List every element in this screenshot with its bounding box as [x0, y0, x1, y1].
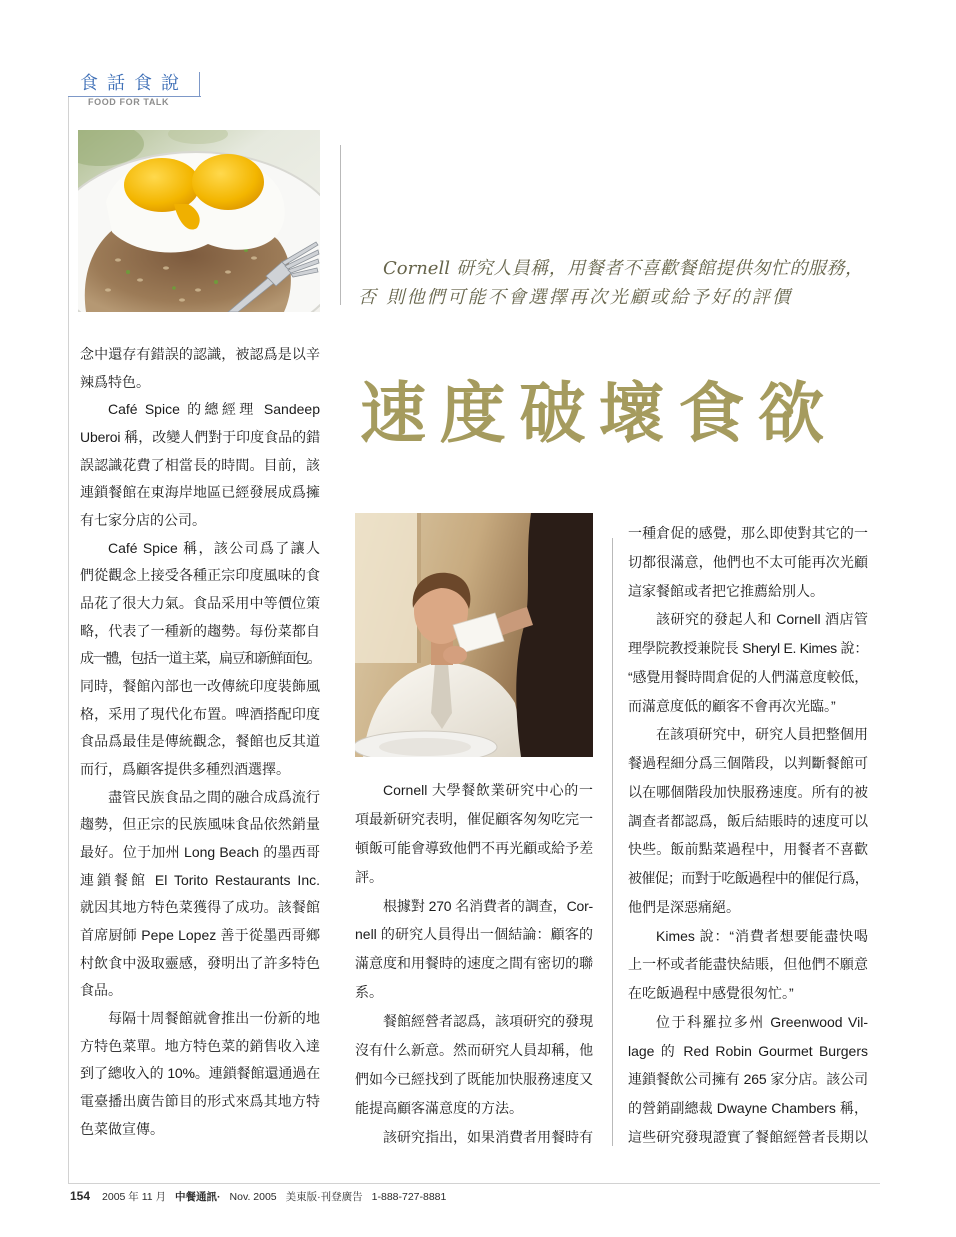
text-line: 念中還存有錯誤的認識，被認爲是以辛: [80, 346, 320, 362]
paragraph: [355, 776, 593, 892]
text-line: 該研究的發起人和 Cornell 酒店管: [656, 611, 868, 628]
column-middle: [355, 776, 593, 1152]
text-line: 理學院教授兼院長 Sheryl E. Kimes 說：: [628, 640, 868, 656]
paragraph: [628, 519, 868, 605]
footer-rule: [68, 1183, 880, 1184]
text-line: 格，采用了現代化布置。啤酒搭配印度: [80, 705, 320, 722]
text-line: 的營銷副總裁 Dwayne Chambers 稱，: [628, 1100, 868, 1116]
text-line: Café Spice 的總經理 Sandeep: [108, 401, 320, 418]
text-line: 能提高顧客滿意度的方法。: [355, 1099, 523, 1116]
column-rule: [612, 538, 613, 1146]
text-line: 略，代表了一種新的趨勢。每份菜都自: [80, 622, 320, 639]
issue-date-en: Nov. 2005: [229, 1191, 277, 1203]
text-line: “感覺用餐時間倉促的人們滿意度較低，: [628, 668, 868, 685]
text-line: 一種倉促的感覺，那么即使對其它的一: [628, 525, 868, 541]
text-line: 誤認識花費了相當長的時間。目前，該: [80, 456, 320, 473]
text-line: 們從觀念上接受各種正宗印度風味的食: [80, 567, 320, 584]
window-light: [355, 513, 417, 663]
pull-quote-line: Cornell 研究人員稱，用餐者不喜歡餐館提供匆忙的服務，: [383, 258, 863, 279]
text-line: 最好。位于加州 Long Beach 的墨西哥: [80, 844, 320, 861]
egg-yolk: [192, 154, 264, 210]
photo-egg-rice: [78, 130, 320, 312]
text-line: 有七家分店的公司。: [80, 512, 206, 529]
text-line: 被催促；而對于吃飯過程中的催促行爲，: [628, 870, 868, 886]
text-line: 色菜做宣傳。: [80, 1120, 164, 1137]
text-line: 系。: [355, 984, 383, 1001]
text-line: 滿意度和用餐時的速度之間有密切的聯: [355, 955, 593, 972]
text-line: 沒有什么新意。然而研究人員却稱，他: [355, 1042, 593, 1059]
text-line: 連鎖餐館在東海岸地區已經發展成爲擁: [80, 484, 320, 501]
ad-phone: 1-888-727-8881: [371, 1191, 447, 1203]
text-line: 品花了很大力氣。食品采用中等價位策: [80, 595, 320, 612]
text-line: 切都很滿意，他們也不太可能再次光顧: [628, 553, 868, 570]
issue-date-zh: 2005 年 11 月: [102, 1191, 167, 1203]
text-line: Uberoi 稱，改變人們對于印度食品的錯: [80, 429, 320, 446]
text-line: 趨勢，但正宗的民族風味食品依然銷量: [80, 816, 320, 833]
photo-diner-waiter: [355, 513, 593, 757]
text-line: 到了總收入的 10%。連鎖餐館還通過在: [80, 1065, 320, 1082]
paragraph: [80, 784, 320, 1005]
page-number: 154: [70, 1189, 91, 1203]
text-line: 成一體，包括一道主菜，扁豆和新鮮面包。: [80, 650, 320, 667]
text-line: 評。: [355, 868, 383, 885]
text-line: 在吃飯過程中感覺很匆忙。”: [628, 985, 794, 1001]
text-line: 以在哪個階段加快服務速度。所有的被: [628, 783, 868, 800]
text-line: 餐館經營者認爲，該項研究的發現: [383, 1013, 593, 1030]
text-line: lage 的 Red Robin Gourmet Burgers: [628, 1042, 868, 1059]
paragraph: [628, 720, 868, 921]
text-line: 電臺播出廣告節目的形式來爲其地方特: [80, 1093, 320, 1110]
text-line: 他們是深惡痛絕。: [628, 898, 740, 915]
text-line: 同時，餐館內部也一改傳統印度裝飾風: [80, 678, 320, 695]
text-line: 餐過程細分爲三個階段，以判斷餐館可: [628, 755, 868, 771]
page-footer: [70, 1188, 446, 1204]
text-line: 上一杯或者能盡快結賬，但他們不願意: [628, 956, 868, 973]
text-line: 頓飯可能會導致他們不再光顧或給予差: [355, 839, 593, 856]
section-title: 食話食說: [80, 73, 188, 94]
column-left: [80, 341, 320, 1143]
text-line: 而滿意度低的顧客不會再次光臨。”: [628, 697, 836, 714]
paragraph: [355, 1123, 593, 1152]
text-line: Kimes 說：“消費者想要能盡快喝: [656, 927, 868, 944]
text-line: 根據對 270 名消費者的調查，Cor-: [383, 897, 593, 914]
text-line: Cornell 大學餐飲業研究中心的一: [383, 782, 593, 798]
text-line: 該研究指出，如果消費者用餐時有: [383, 1128, 593, 1145]
text-line: Café Spice 稱，該公司爲了讓人: [108, 539, 320, 556]
paragraph: [355, 1007, 593, 1123]
paragraph: [628, 605, 868, 720]
magazine-name: 中餐通訊·: [175, 1191, 221, 1203]
text-line: 食品爲最佳是傳統觀念，餐館也反其道: [80, 733, 320, 750]
text-line: 連鎖餐飲公司擁有 265 家分店。該公司: [628, 1071, 868, 1088]
egg-yolk: [124, 158, 200, 212]
text-line: 辣爲特色。: [80, 373, 150, 390]
text-line: 在該項研究中，研究人員把整個用: [656, 726, 868, 743]
header-rule-horizontal: [68, 96, 201, 97]
page-margin-rule: [68, 97, 69, 1183]
paragraph: [80, 1005, 320, 1143]
text-line: 調查者都認爲，飯后結賬時的速度可以: [628, 812, 868, 829]
table-plate-inner: [379, 738, 471, 756]
text-line: 位于科羅拉多州 Greenwood Vil-: [656, 1013, 868, 1030]
text-line: 而行，爲顧客提供多種烈酒選擇。: [80, 761, 290, 778]
text-line: 們如今已經找到了既能加快服務速度又: [355, 1070, 593, 1087]
section-subtitle: FOOD FOR TALK: [88, 97, 170, 107]
paragraph: [80, 396, 320, 534]
text-line: 這些研究發現證實了餐館經營者長期以: [628, 1128, 868, 1145]
header-rule-vertical: [199, 72, 200, 97]
text-line: 這家餐館或者把它推薦給別人。: [628, 582, 824, 599]
headline: 速度破壞食欲: [360, 374, 824, 452]
text-line: 首席厨師 Pepe Lopez 善于從墨西哥鄉: [80, 927, 320, 944]
paragraph: [80, 535, 320, 784]
text-line: 連鎖餐館 El Torito Restaurants Inc.: [80, 871, 320, 888]
text-line: 快些。飯前點菜過程中，用餐者不喜歡: [628, 841, 868, 858]
text-line: 每隔十周餐館就會推出一份新的地: [108, 1010, 320, 1027]
text-line: 村飲食中汲取靈感，發明出了許多特色: [80, 954, 320, 971]
text-line: 方特色菜單。地方特色菜的銷售收入達: [80, 1037, 320, 1054]
text-line: nell 的研究人員得出一個結論：顧客的: [355, 926, 593, 943]
pull-quote-line: 否 則他們可能不會選擇再次光顧或給予好的評價: [358, 287, 790, 308]
text-line: 食品。: [80, 982, 122, 999]
edition-ad-label: 美東版·刊登廣告: [285, 1191, 363, 1203]
paragraph: [355, 892, 593, 1008]
paragraph: [80, 341, 320, 396]
paragraph: [628, 1008, 868, 1152]
paragraph: [628, 922, 868, 1008]
text-line: 盡管民族食品之間的融合成爲流行: [108, 788, 320, 805]
column-right: [628, 519, 868, 1152]
man-hand: [443, 646, 467, 664]
text-line: 就因其地方特色菜獲得了成功。該餐館: [80, 899, 320, 916]
column-rule: [340, 145, 341, 305]
text-line: 項最新研究表明，催促顧客匆匆吃完一: [355, 810, 593, 827]
